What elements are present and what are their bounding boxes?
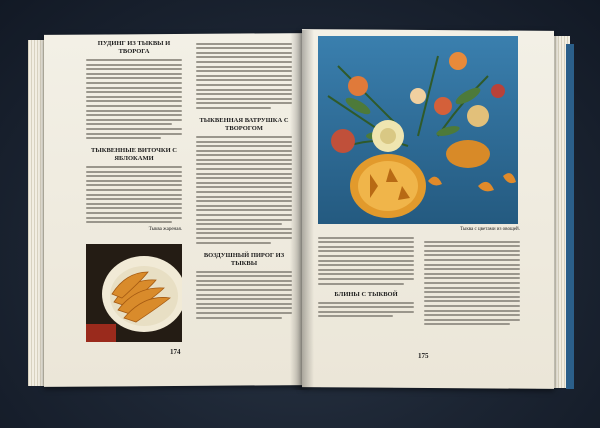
page-number: 174 bbox=[170, 348, 181, 356]
photo-caption: Тыква жареная. bbox=[148, 226, 182, 232]
body-text bbox=[86, 59, 182, 139]
photo-caption: Тыква с цветами из овощей. bbox=[460, 227, 520, 232]
pumpkin-flowers-photo bbox=[318, 36, 518, 224]
body-text bbox=[318, 237, 414, 285]
body-text bbox=[86, 166, 182, 223]
body-text bbox=[318, 302, 414, 318]
left-column-2 bbox=[196, 40, 292, 321]
recipe-heading: ПУДИНГ ИЗ ТЫКВЫ И ТВОРОГА bbox=[97, 40, 171, 55]
body-text bbox=[196, 43, 292, 109]
fried-pumpkin-photo bbox=[86, 244, 182, 342]
body-text bbox=[424, 241, 520, 326]
recipe-heading: ТЫКВЕННАЯ ВАТРУШКА С ТВОРОГОМ bbox=[199, 116, 289, 132]
recipe-heading: ТЫКВЕННЫЕ ВИТОЧКИ С ЯБЛОКАМИ bbox=[91, 147, 177, 163]
recipe-heading: ВОЗДУШНЫЙ ПИРОГ ИЗ ТЫКВЫ bbox=[203, 251, 285, 267]
book-cover bbox=[566, 44, 574, 389]
body-text bbox=[196, 271, 292, 319]
left-column-1 bbox=[86, 40, 182, 233]
body-text bbox=[196, 136, 292, 244]
right-column-2 bbox=[424, 238, 520, 328]
right-column-1 bbox=[318, 234, 414, 320]
book-spine bbox=[290, 30, 314, 390]
page-number: 175 bbox=[418, 352, 429, 360]
recipe-heading: БЛИНЫ С ТЫКВОЙ bbox=[334, 290, 398, 298]
